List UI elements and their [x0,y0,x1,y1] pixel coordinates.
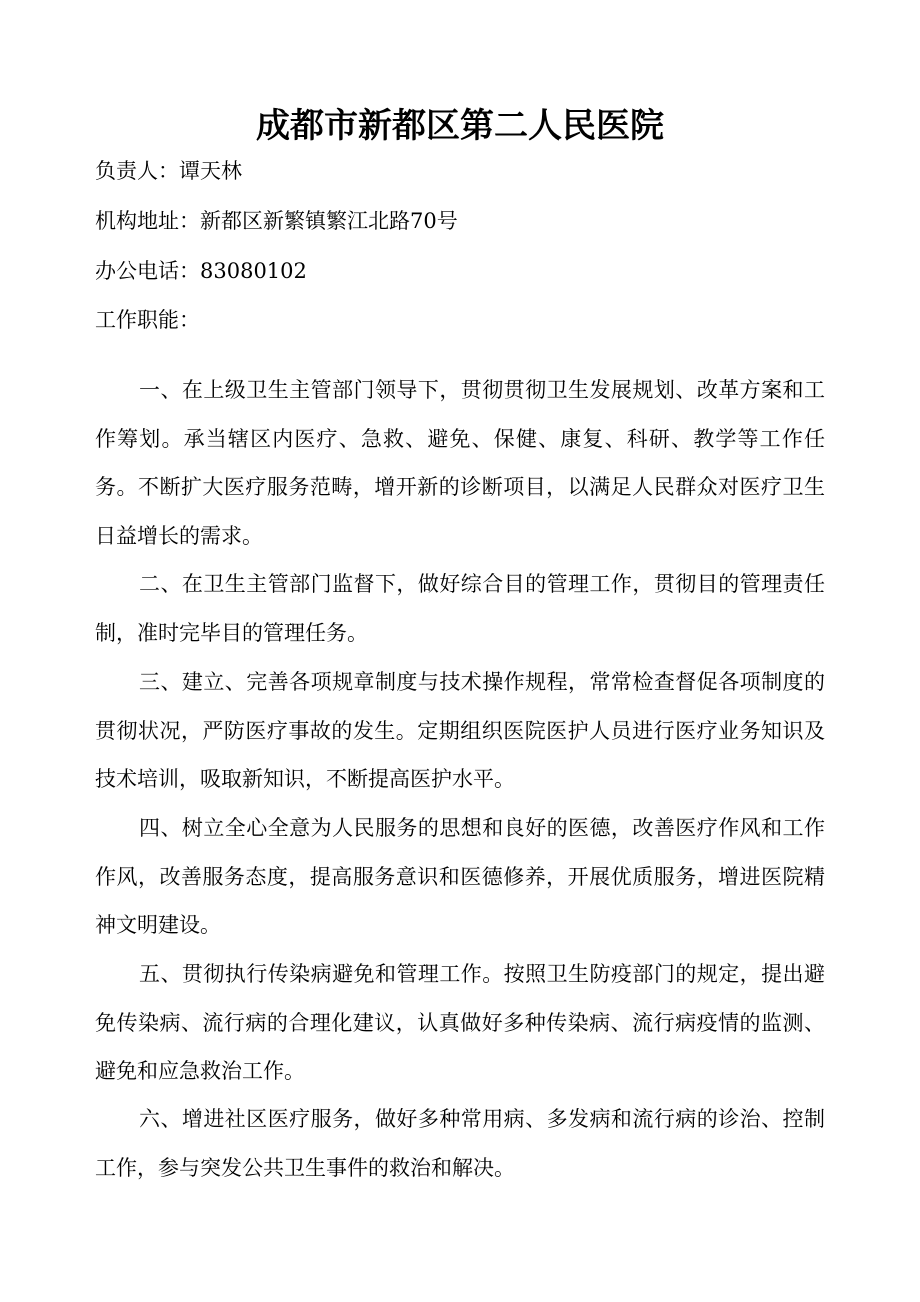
functions-label: 工作职能： [95,308,200,332]
paragraph-4: 四、树立全心全意为人民服务的思想和良好的医德，改善医疗作风和工作作风，改善服务态度，提高服务意识和医德修养，开展优质服务，增进医院精神文明建设。 [95,816,825,937]
paragraph-5: 五、贯彻执行传染病避免和管理工作。按照卫生防疫部门的规定，提出避免传染病、流行病的合理化建议，认真做好多种传染病、流行病疫情的监测、避免和应急救治工作。 [95,962,825,1083]
phone-line: 办公电话：83080102 [95,259,307,283]
paragraph-3: 三、建立、完善各项规章制度与技术操作规程，常常检查督促各项制度的贯彻状况，严防医疗事故的发生。定期组织医院医护人员进行医疗业务知识及技术培训，吸取新知识，不断提高医护水平。 [95,670,825,791]
document-title: 成都市新都区第二人民医院 [256,106,664,146]
paragraph-6: 六、增进社区医疗服务，做好多种常用病、多发病和流行病的诊治、控制工作，参与突发公共卫生事件的救治和解决。 [95,1107,825,1180]
paragraph-2: 二、在卫生主管部门监督下，做好综合目的管理工作，贯彻目的管理责任制，准时完毕目的管理任务。 [95,572,825,645]
address-line: 机构地址：新都区新繁镇繁江北路70号 [95,209,458,233]
leader-line: 负责人：谭天林 [95,159,242,183]
paragraph-1: 一、在上级卫生主管部门领导下，贯彻贯彻卫生发展规划、改革方案和工作筹划。承当辖区内医疗、急救、避免、保健、康复、科研、教学等工作任务。不断扩大医疗服务范畴，增开新的诊断项目，以满足人民群众对医疗卫生日益增长的需求。 [95,378,825,548]
